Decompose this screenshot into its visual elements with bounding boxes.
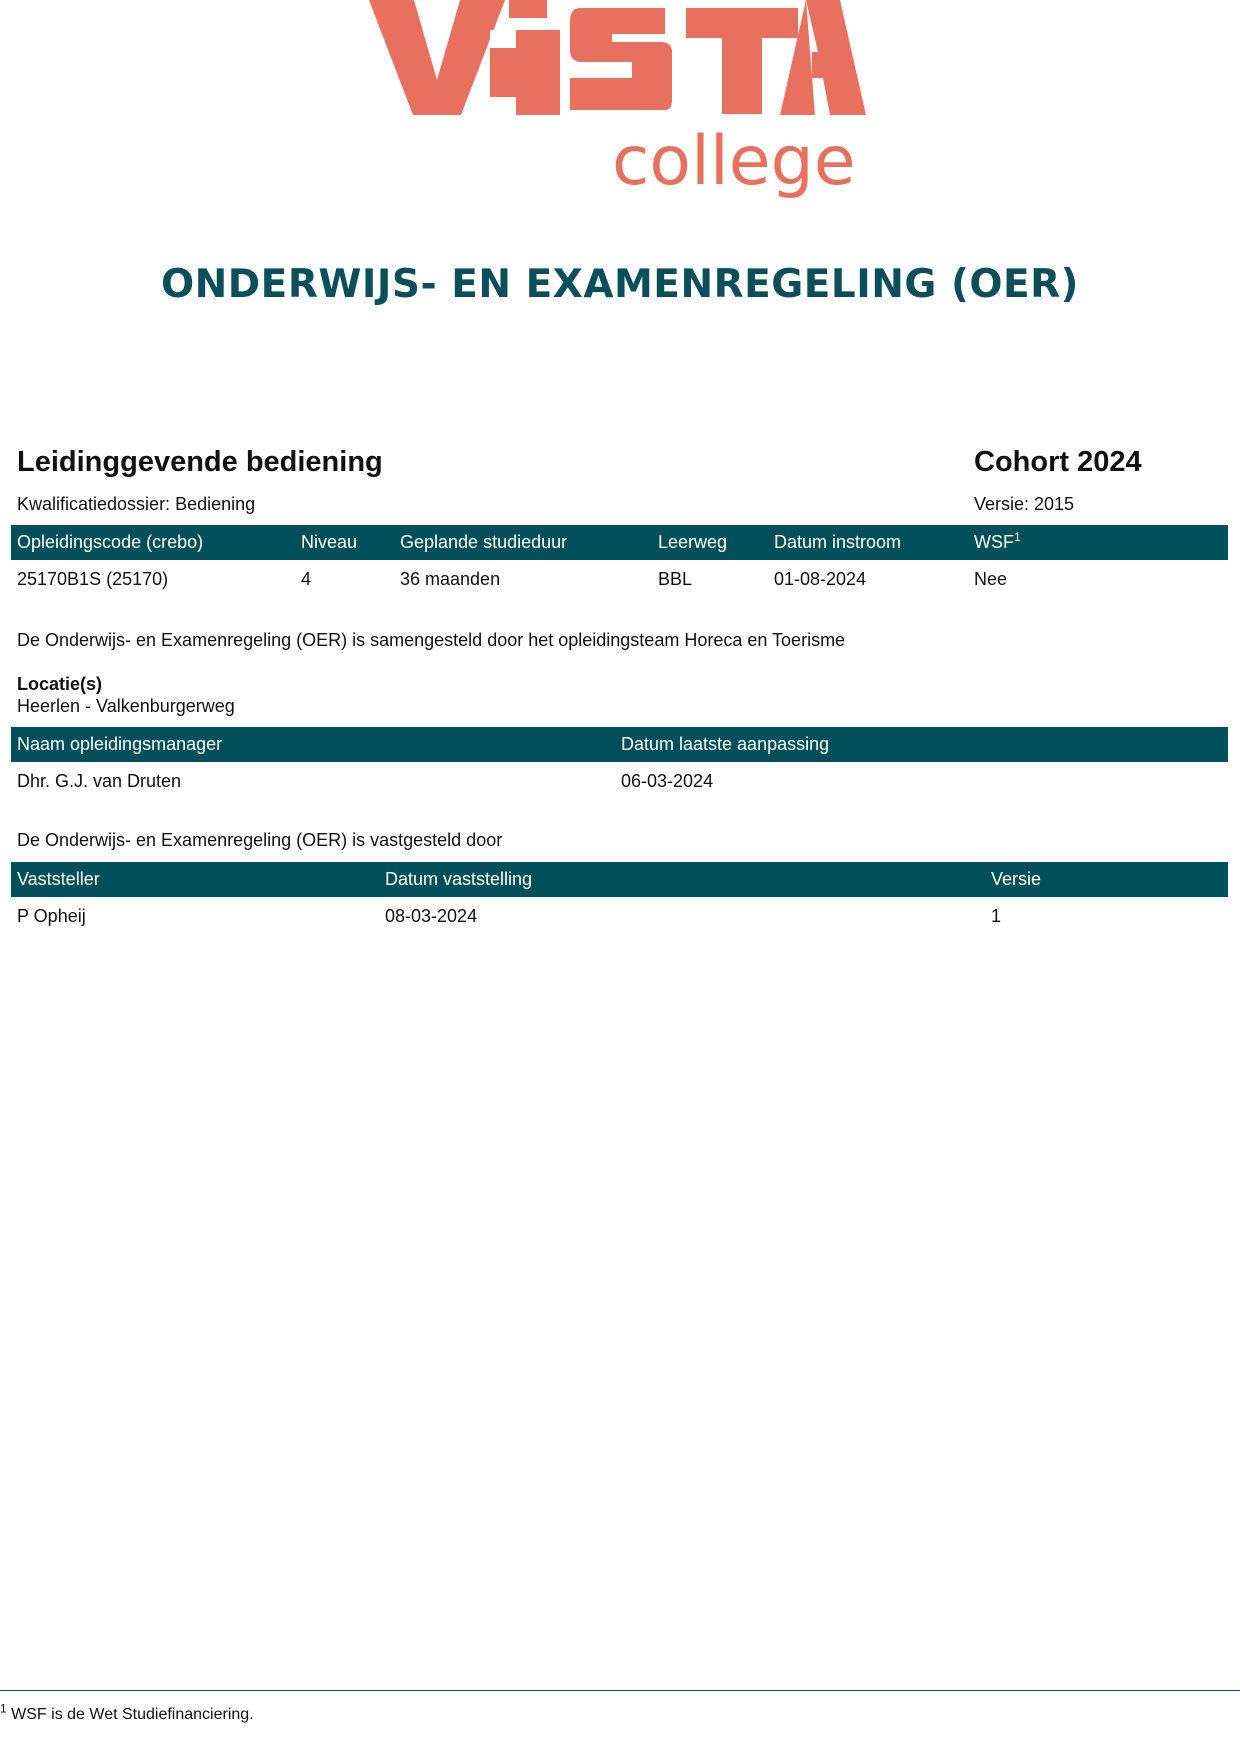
vista-college-logo xyxy=(0,0,1240,210)
manager-table-header xyxy=(11,727,1228,762)
header-versie: Versie xyxy=(991,869,1042,889)
table-row xyxy=(11,897,1228,935)
footnote-divider xyxy=(0,1690,1240,1691)
cell-vaststeller: P Opheij xyxy=(17,906,86,926)
header-vaststeller: Vaststeller xyxy=(17,869,100,889)
logo-letter-a xyxy=(806,0,866,115)
locations-value: Heerlen - Valkenburgerweg xyxy=(17,696,235,716)
cell-datum-vaststelling: 08-03-2024 xyxy=(385,906,478,926)
cohort-label: Cohort 2024 xyxy=(974,446,1142,478)
logo-letter-s xyxy=(570,8,672,110)
program-name: Leidinggevende bediening xyxy=(17,446,383,478)
footnote-text: WSF is de Wet Studiefinanciering. xyxy=(11,1706,254,1723)
header-manager-name: Naam opleidingsmanager xyxy=(17,734,223,754)
table-row xyxy=(11,560,1228,598)
cell-studieduur: 36 maanden xyxy=(400,569,501,589)
logo-letter-t xyxy=(686,8,798,38)
composed-by-text: De Onderwijs- en Examenregeling (OER) is samengesteld door het opleidingsteam Horeca en Toerisme xyxy=(17,630,846,650)
cell-manager-name: Dhr. G.J. van Druten xyxy=(17,771,182,791)
program-table xyxy=(11,525,1228,598)
cell-niveau: 4 xyxy=(301,569,312,589)
program-table-header xyxy=(11,525,1228,560)
qualification-dossier: Kwalificatiedossier: Bediening xyxy=(17,494,256,514)
header-datum-instroom: Datum instroom xyxy=(774,532,902,552)
cell-datum-instroom: 01-08-2024 xyxy=(774,569,867,589)
cell-last-modified: 06-03-2024 xyxy=(621,771,714,791)
document-title: ONDERWIJS- EN EXAMENREGELING (OER) xyxy=(161,262,1079,307)
cell-wsf: Nee xyxy=(974,569,1008,589)
cell-versie: 1 xyxy=(991,906,1002,926)
cell-crebo: 25170B1S (25170) xyxy=(17,569,169,589)
header-niveau: Niveau xyxy=(301,532,358,552)
logo-letter-i-dot xyxy=(509,0,547,18)
established-by-text: De Onderwijs- en Examenregeling (OER) is vastgesteld door xyxy=(17,830,503,850)
approval-table-header xyxy=(11,862,1228,897)
locations-label: Locatie(s) xyxy=(17,674,103,694)
footnote-ref[interactable]: 1 xyxy=(1014,530,1021,544)
header-studieduur: Geplande studieduur xyxy=(400,532,568,552)
header-datum-vaststelling: Datum vaststelling xyxy=(385,869,533,889)
header-wsf xyxy=(974,525,1021,560)
header-last-modified: Datum laatste aanpassing xyxy=(621,734,830,754)
logo-college-text: college xyxy=(612,122,856,201)
header-leerweg: Leerweg xyxy=(658,532,728,552)
approval-table xyxy=(11,862,1228,935)
dossier-version: Versie: 2015 xyxy=(974,494,1075,514)
header-wsf-label: WSF xyxy=(974,532,1014,552)
footnote xyxy=(0,1701,254,1724)
footnote-marker: 1 xyxy=(0,1701,7,1716)
header-crebo: Opleidingscode (crebo) xyxy=(17,532,204,552)
table-row xyxy=(11,762,1228,800)
manager-table xyxy=(11,727,1228,800)
cell-leerweg: BBL xyxy=(658,569,693,589)
logo-letter-v xyxy=(369,0,505,115)
